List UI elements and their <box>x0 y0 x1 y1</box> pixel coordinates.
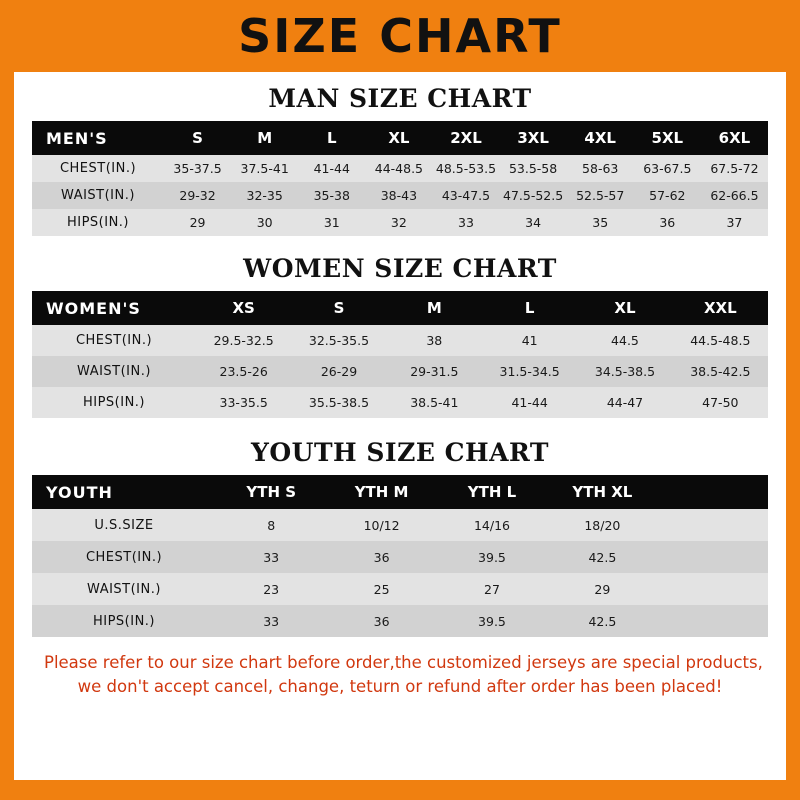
footer-note-line-1: Please refer to our size chart before order,the customized jerseys are special products, <box>44 653 763 672</box>
cell: 32-35 <box>231 182 298 209</box>
cell: 37.5-41 <box>231 155 298 182</box>
cell: 29-32 <box>164 182 231 209</box>
women-header-row <box>32 291 768 325</box>
men-col-header: M <box>231 121 298 155</box>
men-col-header: 5XL <box>634 121 701 155</box>
youth-size-table <box>32 475 768 637</box>
women-col-header: XS <box>196 291 291 325</box>
men-col-header: S <box>164 121 231 155</box>
men-section-title: MAN SIZE CHART <box>268 84 532 113</box>
cell: 44.5-48.5 <box>673 325 768 356</box>
women-corner-header: WOMEN'S <box>32 291 196 325</box>
row-label: WAIST(IN.) <box>32 356 196 387</box>
youth-col-header: YTH XL <box>547 475 657 509</box>
cell: 52.5-57 <box>567 182 634 209</box>
table-row <box>32 605 768 637</box>
youth-header-row <box>32 475 768 509</box>
youth-col-spacer <box>658 475 768 509</box>
cell: 18/20 <box>547 509 657 541</box>
cell: 38 <box>387 325 482 356</box>
women-table-body <box>32 325 768 418</box>
row-label: HIPS(IN.) <box>32 209 164 236</box>
cell: 42.5 <box>547 541 657 573</box>
men-col-header: 4XL <box>567 121 634 155</box>
cell: 39.5 <box>437 541 547 573</box>
row-label: CHEST(IN.) <box>32 155 164 182</box>
cell: 29 <box>164 209 231 236</box>
row-label: HIPS(IN.) <box>32 605 216 637</box>
women-col-header: XXL <box>673 291 768 325</box>
cell: 35-38 <box>298 182 365 209</box>
men-header-row <box>32 121 768 155</box>
cell: 62-66.5 <box>701 182 768 209</box>
page-title: SIZE CHART <box>238 9 562 63</box>
table-row <box>32 209 768 236</box>
cell: 35 <box>567 209 634 236</box>
women-col-header: L <box>482 291 577 325</box>
cell: 33-35.5 <box>196 387 291 418</box>
cell-spacer <box>658 541 768 573</box>
cell: 36 <box>634 209 701 236</box>
cell: 33 <box>216 605 326 637</box>
cell: 25 <box>326 573 436 605</box>
cell: 35.5-38.5 <box>291 387 386 418</box>
men-corner-header: MEN'S <box>32 121 164 155</box>
men-col-header: 6XL <box>701 121 768 155</box>
table-row <box>32 387 768 418</box>
cell: 41-44 <box>298 155 365 182</box>
cell: 42.5 <box>547 605 657 637</box>
bottom-bar <box>0 780 800 800</box>
cell: 32 <box>365 209 432 236</box>
men-col-header: 3XL <box>500 121 567 155</box>
table-row <box>32 325 768 356</box>
table-row <box>32 356 768 387</box>
men-col-header: L <box>298 121 365 155</box>
row-label: CHEST(IN.) <box>32 541 216 573</box>
cell: 36 <box>326 541 436 573</box>
row-label: CHEST(IN.) <box>32 325 196 356</box>
cell: 29.5-32.5 <box>196 325 291 356</box>
row-label: HIPS(IN.) <box>32 387 196 418</box>
cell: 34 <box>500 209 567 236</box>
cell: 26-29 <box>291 356 386 387</box>
youth-corner-header: YOUTH <box>32 475 216 509</box>
men-table-body <box>32 155 768 236</box>
row-label: U.S.SIZE <box>32 509 216 541</box>
footer-note <box>32 637 768 699</box>
women-col-header: S <box>291 291 386 325</box>
row-label: WAIST(IN.) <box>32 182 164 209</box>
men-table-head <box>32 121 768 155</box>
men-col-header: XL <box>365 121 432 155</box>
men-size-table <box>32 121 768 236</box>
youth-table-body <box>32 509 768 637</box>
cell: 38.5-42.5 <box>673 356 768 387</box>
table-row <box>32 509 768 541</box>
table-row <box>32 541 768 573</box>
cell: 57-62 <box>634 182 701 209</box>
cell: 29-31.5 <box>387 356 482 387</box>
cell-spacer <box>658 509 768 541</box>
cell-spacer <box>658 573 768 605</box>
cell: 47-50 <box>673 387 768 418</box>
youth-col-header: YTH M <box>326 475 436 509</box>
cell: 29 <box>547 573 657 605</box>
table-row <box>32 155 768 182</box>
cell: 38-43 <box>365 182 432 209</box>
cell: 44-47 <box>577 387 672 418</box>
cell: 34.5-38.5 <box>577 356 672 387</box>
cell: 37 <box>701 209 768 236</box>
cell: 8 <box>216 509 326 541</box>
row-label: WAIST(IN.) <box>32 573 216 605</box>
cell: 33 <box>216 541 326 573</box>
chart-content <box>14 72 786 699</box>
cell: 41-44 <box>482 387 577 418</box>
cell: 44-48.5 <box>365 155 432 182</box>
cell: 36 <box>326 605 436 637</box>
cell: 41 <box>482 325 577 356</box>
women-table-head <box>32 291 768 325</box>
women-section-title: WOMEN SIZE CHART <box>243 254 557 283</box>
cell: 32.5-35.5 <box>291 325 386 356</box>
table-row <box>32 182 768 209</box>
cell: 30 <box>231 209 298 236</box>
cell-spacer <box>658 605 768 637</box>
youth-col-header: YTH L <box>437 475 547 509</box>
cell: 58-63 <box>567 155 634 182</box>
cell: 44.5 <box>577 325 672 356</box>
men-col-header: 2XL <box>432 121 499 155</box>
youth-table-head <box>32 475 768 509</box>
page-banner <box>0 0 800 72</box>
women-size-table <box>32 291 768 418</box>
footer-note-line-2: we don't accept cancel, change, teturn or refund after order has been placed! <box>77 676 723 696</box>
cell: 23 <box>216 573 326 605</box>
cell: 31 <box>298 209 365 236</box>
cell: 10/12 <box>326 509 436 541</box>
cell: 43-47.5 <box>432 182 499 209</box>
cell: 33 <box>432 209 499 236</box>
women-col-header: XL <box>577 291 672 325</box>
cell: 48.5-53.5 <box>432 155 499 182</box>
women-col-header: M <box>387 291 482 325</box>
cell: 35-37.5 <box>164 155 231 182</box>
bottom-spacer <box>14 699 786 780</box>
cell: 14/16 <box>437 509 547 541</box>
cell: 31.5-34.5 <box>482 356 577 387</box>
table-row <box>32 573 768 605</box>
cell: 23.5-26 <box>196 356 291 387</box>
youth-section-title: YOUTH SIZE CHART <box>251 438 549 467</box>
cell: 63-67.5 <box>634 155 701 182</box>
cell: 27 <box>437 573 547 605</box>
youth-col-header: YTH S <box>216 475 326 509</box>
cell: 39.5 <box>437 605 547 637</box>
cell: 53.5-58 <box>500 155 567 182</box>
cell: 67.5-72 <box>701 155 768 182</box>
cell: 47.5-52.5 <box>500 182 567 209</box>
cell: 38.5-41 <box>387 387 482 418</box>
